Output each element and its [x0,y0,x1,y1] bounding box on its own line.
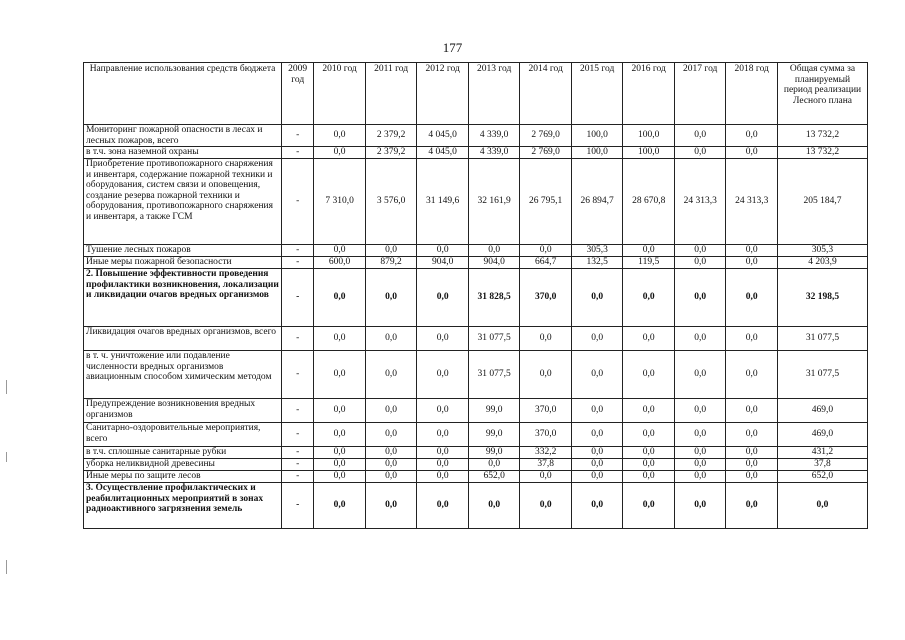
row-value: 24 313,3 [726,159,778,245]
row-value: 0,0 [417,351,469,399]
table-row [84,125,868,147]
row-value: 0,0 [314,351,366,399]
row-value: 600,0 [314,257,366,269]
row-value: 2 379,2 [365,125,417,147]
row-value: 0,0 [365,245,417,257]
row-value: 0,0 [314,423,366,447]
row-value: 28 670,8 [623,159,675,245]
row-value: - [282,125,314,147]
row-label: Предупреждение возникновения вредных организмов [84,399,282,423]
row-value: 0,0 [623,447,675,459]
row-value: 0,0 [520,483,572,529]
row-value: 0,0 [417,471,469,483]
row-value: - [282,269,314,327]
header-row [84,63,868,125]
row-label: уборка неликвидной древесины [84,459,282,471]
row-value: 0,0 [417,399,469,423]
row-total: 469,0 [777,399,867,423]
row-value: 0,0 [623,351,675,399]
row-value: 305,3 [571,245,623,257]
page-number: 177 [442,40,463,55]
row-value: 24 313,3 [674,159,726,245]
row-value: 4 045,0 [417,125,469,147]
row-value: 0,0 [623,399,675,423]
row-total: 205 184,7 [777,159,867,245]
table-row [84,269,868,327]
row-value: 0,0 [674,245,726,257]
row-value: 0,0 [674,459,726,471]
row-value: 904,0 [468,257,520,269]
row-value: 0,0 [314,269,366,327]
row-value: 99,0 [468,399,520,423]
row-value: 119,5 [623,257,675,269]
table-row [84,159,868,245]
row-value: 0,0 [674,327,726,351]
row-value: - [282,423,314,447]
row-total: 4 203,9 [777,257,867,269]
row-value: 99,0 [468,447,520,459]
row-label: в т.ч. сплошные санитарные рубки [84,447,282,459]
row-value: 0,0 [623,245,675,257]
row-value: 4 339,0 [468,147,520,159]
row-value: 0,0 [571,483,623,529]
row-label: Мониторинг пожарной опасности в лесах и лесных пожаров, всего [84,125,282,147]
row-value: 0,0 [674,483,726,529]
header-year: 2012 год [417,63,469,125]
row-value: 99,0 [468,423,520,447]
row-value: 0,0 [417,269,469,327]
row-value: - [282,245,314,257]
row-value: 3 576,0 [365,159,417,245]
header-direction: Направление использования средств бюджета [84,63,282,125]
row-value: 0,0 [674,257,726,269]
row-value: 0,0 [571,327,623,351]
row-value: - [282,399,314,423]
row-value: 26 795,1 [520,159,572,245]
row-value: 0,0 [417,459,469,471]
row-total: 31 077,5 [777,327,867,351]
row-label: Иные меры пожарной безопасности [84,257,282,269]
row-value: 0,0 [520,245,572,257]
row-label: Санитарно-оздоровительные мероприятия, всего [84,423,282,447]
row-value: - [282,447,314,459]
header-year: 2014 год [520,63,572,125]
row-value: 0,0 [571,269,623,327]
row-value: 31 077,5 [468,351,520,399]
row-value: - [282,257,314,269]
table-row [84,351,868,399]
table-row [84,245,868,257]
row-value: 100,0 [623,125,675,147]
row-label: Ликвидация очагов вредных организмов, всего [84,327,282,351]
row-value: 0,0 [417,423,469,447]
row-value: - [282,159,314,245]
row-value: 100,0 [571,125,623,147]
row-value: 31 828,5 [468,269,520,327]
row-value: 0,0 [674,269,726,327]
row-value: 0,0 [417,327,469,351]
table-row [84,471,868,483]
row-value: 0,0 [623,269,675,327]
row-value: 0,0 [314,483,366,529]
row-value: - [282,351,314,399]
row-value: 0,0 [726,447,778,459]
row-value: 0,0 [571,447,623,459]
row-value: 0,0 [726,483,778,529]
row-value: 100,0 [623,147,675,159]
row-value: 370,0 [520,269,572,327]
row-value: 0,0 [314,147,366,159]
row-value: 0,0 [571,471,623,483]
row-value: 132,5 [571,257,623,269]
table-row [84,147,868,159]
row-value: 31 077,5 [468,327,520,351]
row-value: 0,0 [365,423,417,447]
row-value: 332,2 [520,447,572,459]
row-total: 305,3 [777,245,867,257]
header-year: 2018 год [726,63,778,125]
row-value: 0,0 [674,351,726,399]
row-value: 0,0 [623,327,675,351]
row-value: 370,0 [520,399,572,423]
row-value: 100,0 [571,147,623,159]
header-total: Общая сумма за планируемый период реализации Лесного плана [777,63,867,125]
row-value: - [282,327,314,351]
row-value: 0,0 [623,471,675,483]
row-value: 0,0 [314,327,366,351]
table-row [84,399,868,423]
row-total: 37,8 [777,459,867,471]
margin-mark [6,560,7,574]
row-value: 0,0 [468,459,520,471]
row-value: 0,0 [365,327,417,351]
row-value: 0,0 [365,351,417,399]
row-value: - [282,147,314,159]
row-value: 0,0 [520,351,572,399]
row-value: 0,0 [726,471,778,483]
header-year: 2010 год [314,63,366,125]
table-row [84,327,868,351]
row-value: 652,0 [468,471,520,483]
row-value: 0,0 [674,147,726,159]
row-value: - [282,471,314,483]
row-value: 2 769,0 [520,147,572,159]
row-total: 13 732,2 [777,125,867,147]
row-value: 0,0 [571,423,623,447]
row-value: 4 339,0 [468,125,520,147]
row-value: 0,0 [674,423,726,447]
row-total: 13 732,2 [777,147,867,159]
row-value: 664,7 [520,257,572,269]
row-total: 652,0 [777,471,867,483]
table-row [84,257,868,269]
row-value: 0,0 [417,447,469,459]
row-value: 0,0 [726,257,778,269]
row-value: 0,0 [571,459,623,471]
table-row [84,459,868,471]
row-value: 0,0 [468,483,520,529]
row-value: 0,0 [623,423,675,447]
row-value: 0,0 [674,447,726,459]
row-value: 0,0 [365,483,417,529]
header-year: 2016 год [623,63,675,125]
row-value: 0,0 [520,327,572,351]
row-total: 31 077,5 [777,351,867,399]
row-value: 0,0 [365,399,417,423]
row-value: 7 310,0 [314,159,366,245]
row-value: 0,0 [571,399,623,423]
header-year: 2017 год [674,63,726,125]
row-value: 0,0 [314,125,366,147]
row-label: в т.ч. зона наземной охраны [84,147,282,159]
row-value: 0,0 [365,471,417,483]
row-value: 0,0 [571,351,623,399]
row-label: 3. Осуществление профилактических и реабилитационных мероприятий в зонах радиоактивного загрязнения земель [84,483,282,529]
row-value: 0,0 [726,459,778,471]
row-value: - [282,459,314,471]
row-value: 0,0 [726,245,778,257]
row-value: 0,0 [674,125,726,147]
row-total: 32 198,5 [777,269,867,327]
row-value: 0,0 [726,423,778,447]
row-label: в т. ч. уничтожение или подавление численности вредных организмов авиационным способом химическим методом [84,351,282,399]
row-label: Иные меры по защите лесов [84,471,282,483]
table-row [84,483,868,529]
row-value: 26 894,7 [571,159,623,245]
row-label: 2. Повышение эффективности проведения профилактики возникновения, локализации и ликвидации очагов вредных организмов [84,269,282,327]
table-row [84,447,868,459]
row-value: 0,0 [674,399,726,423]
row-value: 32 161,9 [468,159,520,245]
row-value: 0,0 [314,447,366,459]
header-year: 2013 год [468,63,520,125]
row-value: 0,0 [314,471,366,483]
row-value: 0,0 [726,147,778,159]
row-value: 2 769,0 [520,125,572,147]
row-value: 370,0 [520,423,572,447]
row-value: 0,0 [520,471,572,483]
row-value: 0,0 [417,245,469,257]
row-label: Приобретение противопожарного снаряжения и инвентаря, содержание пожарной техники и оборудования, систем связи и оповещения, создание резерва пожарной техники и оборудования, противопожарного снаряжения и инвентаря, а также ГСМ [84,159,282,245]
header-year: 2009 год [282,63,314,125]
row-value: 0,0 [726,351,778,399]
row-value: 0,0 [365,459,417,471]
row-value: 0,0 [726,327,778,351]
row-value: 904,0 [417,257,469,269]
table-row [84,423,868,447]
row-total: 431,2 [777,447,867,459]
row-label: Тушение лесных пожаров [84,245,282,257]
row-value: 0,0 [726,399,778,423]
header-year: 2015 год [571,63,623,125]
row-value: 879,2 [365,257,417,269]
row-value: 0,0 [623,459,675,471]
row-value: 0,0 [674,471,726,483]
row-value: 0,0 [365,269,417,327]
row-value: 0,0 [726,269,778,327]
row-value: 31 149,6 [417,159,469,245]
row-value: 37,8 [520,459,572,471]
row-value: 4 045,0 [417,147,469,159]
row-value: 0,0 [365,447,417,459]
row-value: 0,0 [314,459,366,471]
row-total: 469,0 [777,423,867,447]
margin-mark [6,452,7,462]
row-value: 2 379,2 [365,147,417,159]
header-year: 2011 год [365,63,417,125]
row-value: 0,0 [314,399,366,423]
row-value: 0,0 [726,125,778,147]
row-value: 0,0 [468,245,520,257]
margin-mark [6,380,7,394]
row-value: - [282,483,314,529]
row-total: 0,0 [777,483,867,529]
row-value: 0,0 [417,483,469,529]
row-value: 0,0 [623,483,675,529]
table-body [84,125,868,529]
budget-table [83,62,868,529]
row-value: 0,0 [314,245,366,257]
